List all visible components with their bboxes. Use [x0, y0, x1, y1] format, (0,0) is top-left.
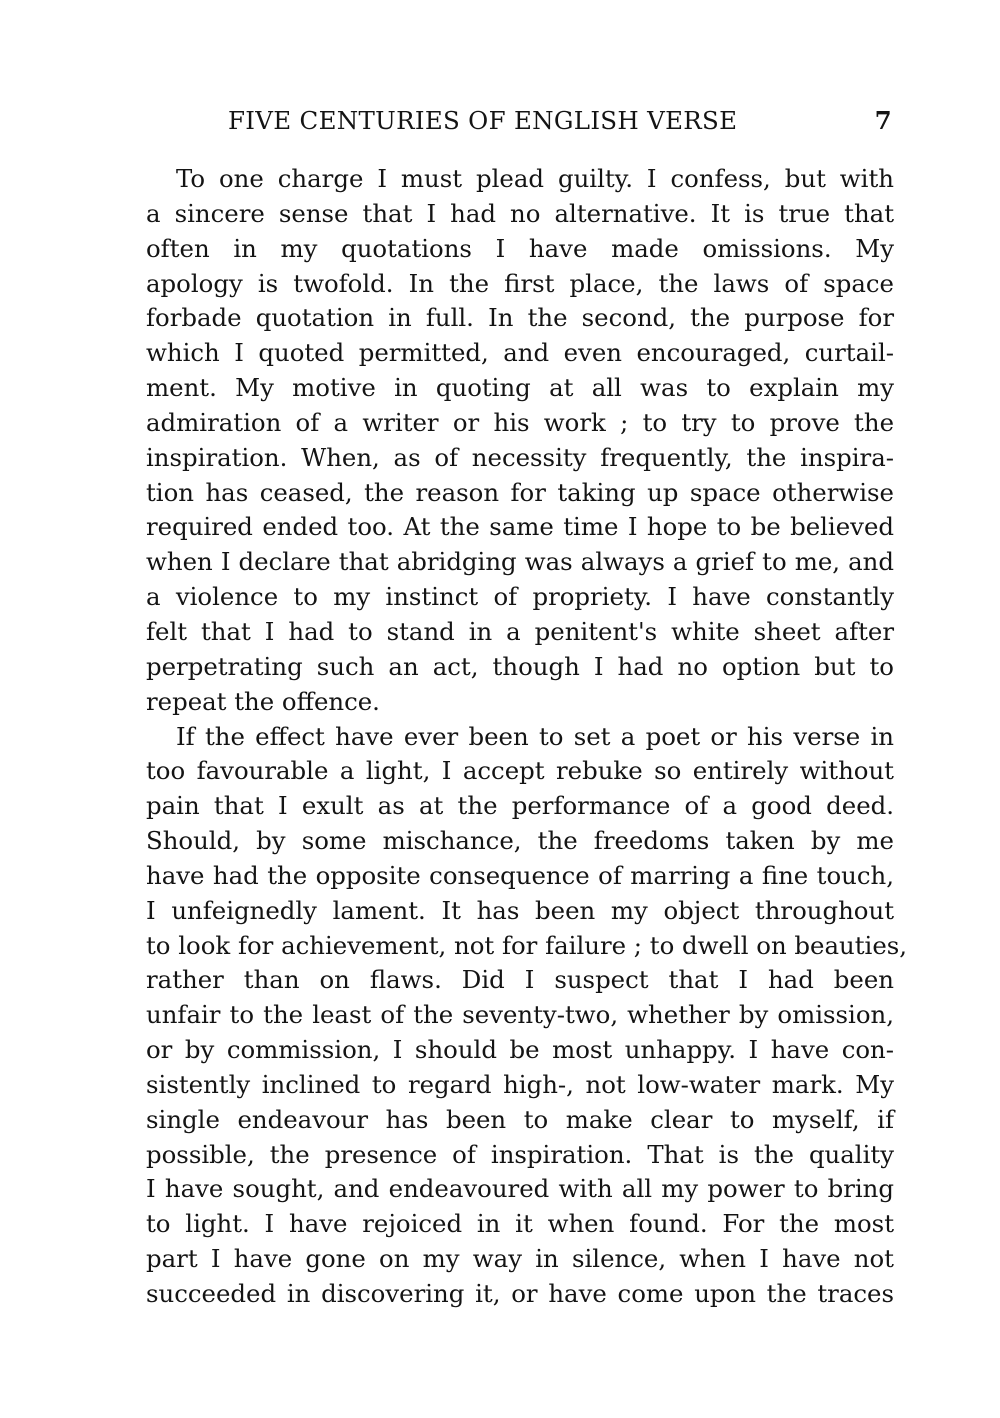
text-line: a violence to my instinct of propriety. I have constantly — [146, 582, 894, 612]
page-number: 7 — [874, 106, 892, 135]
text-line: too favourable a light, I accept rebuke so entirely without — [146, 756, 894, 786]
text-line: succeeded in discovering it, or have come upon the traces — [146, 1279, 894, 1308]
text-line: rather than on flaws. Did I suspect that I had been — [146, 965, 894, 995]
text-line: to light. I have rejoiced in it when found. For the most — [146, 1209, 894, 1239]
body-text — [146, 162, 908, 1312]
paragraph-2 — [146, 720, 908, 1312]
text-line: or by commission, I should be most unhappy. I have con- — [146, 1035, 894, 1065]
text-line: felt that I had to stand in a penitent's white sheet after — [146, 616, 894, 646]
text-line: admiration of a writer or his work ; to try to prove the — [146, 407, 894, 437]
text-line: required ended too. At the same time I hope to be believed — [146, 512, 894, 542]
text-line: unfair to the least of the seventy-two, whether by omission, — [146, 1000, 894, 1030]
paragraph-1 — [146, 162, 894, 720]
text-line: when I declare that abridging was always a grief to me, and — [146, 547, 894, 577]
text-line: have had the opposite consequence of marring a fine touch, — [146, 860, 894, 890]
running-title: FIVE CENTURIES OF ENGLISH VERSE — [228, 106, 738, 135]
text-line: often in my quotations I have made omissions. My — [146, 233, 894, 263]
text-line: I have sought, and endeavoured with all my power to bring — [146, 1174, 894, 1204]
text-line: If the effect have ever been to set a poet or his verse in — [176, 721, 894, 751]
text-line: perpetrating such an act, though I had no option but to — [146, 651, 894, 681]
text-line: part I have gone on my way in silence, when I have not — [146, 1244, 894, 1274]
text-line: sistently inclined to regard high-, not low-water mark. My — [146, 1069, 894, 1099]
text-line: to look for achievement, not for failure ; to dwell on beauties, — [146, 930, 908, 960]
text-line: Should, by some mischance, the freedoms taken by me — [146, 826, 894, 856]
text-line: pain that I exult as at the performance of a good deed. — [146, 791, 894, 821]
text-line: apology is twofold. In the first place, the laws of space — [146, 268, 894, 298]
text-line: tion has ceased, the reason for taking up space otherwise — [146, 477, 894, 507]
text-line: possible, the presence of inspiration. That is the quality — [146, 1139, 894, 1169]
text-line: which I quoted permitted, and even encouraged, curtail- — [146, 338, 894, 368]
running-head — [228, 104, 892, 138]
text-line: a sincere sense that I had no alternative. It is true that — [146, 198, 894, 228]
text-line: To one charge I must plead guilty. I confess, but with — [176, 164, 894, 193]
text-line: ment. My motive in quoting at all was to explain my — [146, 373, 894, 403]
text-line: I unfeignedly lament. It has been my object throughout — [146, 895, 894, 925]
text-line: repeat the offence. — [146, 686, 380, 716]
text-line: forbade quotation in full. In the second, the purpose for — [146, 303, 894, 333]
text-line: inspiration. When, as of necessity frequently, the inspira- — [146, 442, 894, 472]
text-line: single endeavour has been to make clear to myself, if — [146, 1104, 894, 1134]
